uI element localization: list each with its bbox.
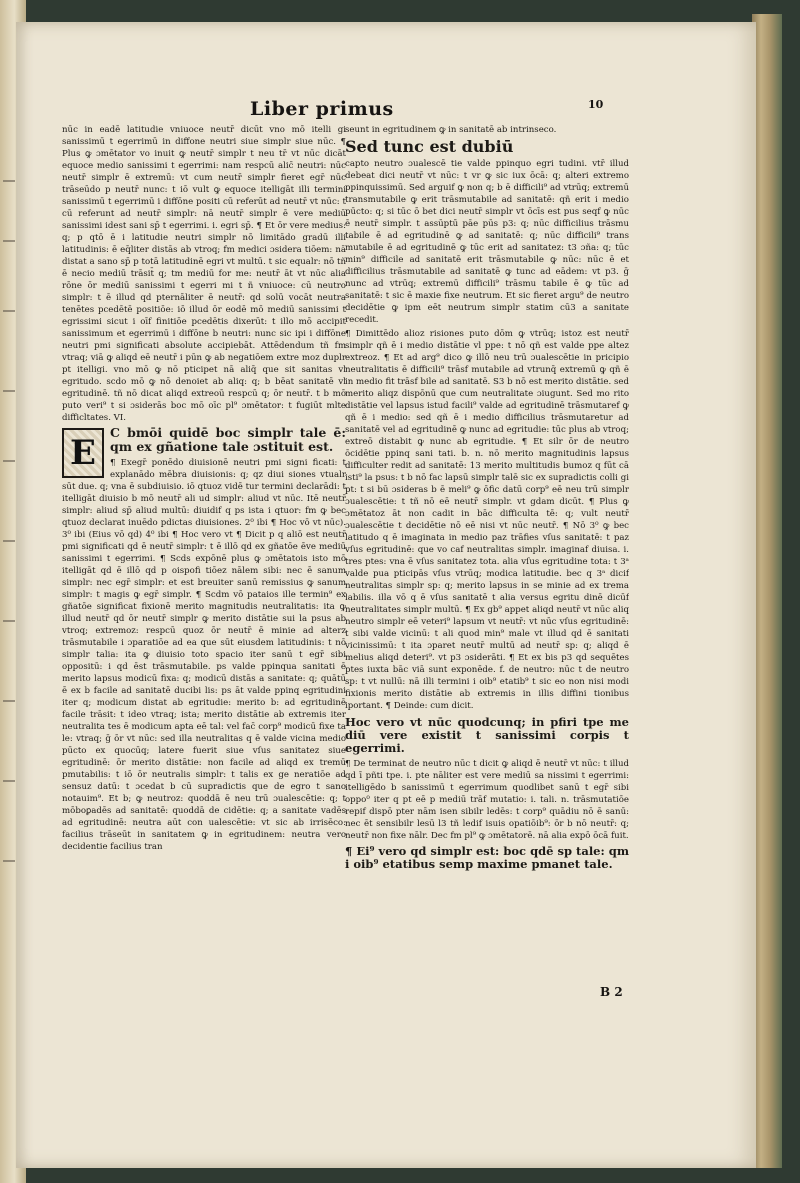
illuminated-initial-e: E [62,428,104,478]
paragraph: nūc in eadē latitudie vniuoce neutr̄ dicūt vno mō itelli gi sanissimū t egerrimū in diffone neutri siue simplr siue nūc. ¶ Plus ꝙ ɔmētator vo inuit ꝙ neutr̄ simplr t neu tr̄ vt nūc dicāt equoce medio sanissimi t egerrimi: nam respcū alic̄ neutri: nūc neutr̄ simplr ē extremū: vt cum neutr̄ simplr fieret egr̄ nūc trāseūdo p neutr̄ nunc: t iō vult ꝙ equoce itelligāt illi termini sanissimū t egerrimū i diffōne positi cū referūt ad neutr̄ vt nūc: t cū referunt ad neutr̄ simplr: nā neutr̄ simplr ē vere mediū sanissimi idest sani sp̄ t egerrimi. i. egri sp̄. ¶ Et ōr vere medius: q; p qtō ē i latitudie neutri simplr nō limitādo gradū illi latitudinis: ē eq̄liter distās ab vtroq; fm medici ɔsidera tiōem: nā distat a sano sp̄ p totā latitudinē egri vt multū. t sic equalr: nō tñ ē necio mediū trāsit̄ q; tm mediū for me: neutr̄ āt vt nūc alia rōne ōr mediū sanissimi t egerri mi t ñ vniuoce: cū neutro simplr: t ē illud qd pternāliter ē neutr̄: qd solū vocāt neutra tenētes pcedētē positiōe: iō illud ōr eodē mō mediū sanissimi t egrissimi sicut i oīf finitiōe pcedētis dixerūt: t illo mō accipit sanissimum et egerrimū i diffōne b neutri: nunc sic ipi i diffōne neutri pmi significati absolute accipiebāt. Attēdendum tñ fm vtraq; viā ꝙ aliqd eē neutr̄ i pūn ꝙ ab negatiōem extre moz duplr pt itelligi. vno mō ꝙ nō pticipet nā aliq̄ que sit sanitas vl egritudo. scdo mō ꝙ nō denoiet ab aliq: q; b bēat sanitatē vl egritudinē. tñ nō dicat aliqd extreoū respcū q; ōr neutr̄. t b mō puto veri⁹ t si ɔsiderās boc mō oīc pl⁹ ɔmētator: t fugiūt mlte difficltates. VI. [62,125,346,423]
paragraph: ¶ Dimittēdo alioz risiones puto dōm ꝙ vtrūq; istoz est neutr̄ simplr qñ ē i medio distātie vl ppe: t nō qñ est valde ppe altez extreoz. ¶ Et ad arg⁹ dico ꝙ illō neu trū ɔualescētie in pricipio neutralitatis ē difficili⁹ trāsf mutabile ad vtrunq̄ extremū ꝙ qñ ē in medio fit trāsf bile ad sanitatē. S3 b nō est merito distātie. sed merito aliqz dispōnū que cum neutralitate ɔiugunt. Sed mo rito distātie vel lapsus istud facili⁹ valde ad egritudinē trāsmutaref ꝙ qñ ē i medio: sed qñ ē i medio difficilius trāsmutaretur ad sanitatē vel ad egritudinē ꝙ nunc ad egritudie: tūc plus ab vtroq; extreō distabit ꝙ nunc ab egritudie. ¶ Et silr ōr de neutro ōcidētie ppinq sani tati. b. n. nō merito magnitudinis lapsus difficulter redit ad sanitatē: 13 merito multitudis bumoz q fūt cā isti⁹ la psus: t b nō fac lapsū simplr talē sic ex supradictis colli gi pt: t si bū ɔsideras b ē meli⁹ ꝙ ōfic datū corp⁹ eē neu trū simplr ɔualescētie: t tñ nō eē neutr̄ simplr. vt gdam dicūt. ¶ Plus ꝙ ɔmētatoz āt non cadit in bāc difficulta tē: q; vult neutr̄ ɔualescētie t decidētie nō eē nisi vt nūc neutr̄. ¶ Nō 3⁰ ꝙ bec latitudo q ē imaginata in medio paz trāfies vſus sanitatē: t paz vſus egritudinē: que vo caf neutralitas simplr. imaginaf diuisa. i. tres ptes: vna ē vſus sanitatez tota. alia vſus egritudine tota: t 3ᵃ valde pua pticipās vſus vtrūq; modica latitudie. bec q 3ᵃ dicif neutralitas simplr sp: q; merito lapsus in se minie ad ex trema labilis. illa vō q ē vſus sanitatē t alia versus egritu dinē dicūf neutralitates simplr multū. ¶ Ex gb⁹ appet aliqd neutr̄ vt nūc aliq neutro simplr eē veteri⁹ lapsum vt neutr̄: vt nūc vſus egritudinē: t sibi valde vicinū: t ali quod min⁹ male vt illud qd ē sanitati vicinissimū: t ita ɔparet neutr̄ multū ad neutr̄ sp: q; aliqd ē melius aliqd deteri⁹. vt p3 ɔsiderāti. ¶ Et ex bis p3 qd sequētes ptes iuxta bāc viā sunt exponēde. f. de neutro: nūc t de neutro sp: t vt nullū: nā illi termini i oib⁹ etatib⁹ t sic eo non nisi modi fixionis merito distātie ab extremis in illis diffini tionibus iportant. ¶ Deinde: cum dicit. [345,329,629,711]
closing-heading: ¶ Ei⁹ vero qd simplr est: boc qdē sp tale: qm i oib⁹ etatibus semp maxime pmanet tale. [345,844,629,871]
left-text-column [62,124,346,974]
signature-mark: B 2 [600,985,623,999]
paragraph: ¶ Exegr̄ ponēdo diuisionē neutri pmi signi ficati: t explanādo mēbra diuisionis: q; qz diui siones vtualr sūt due. q; vna ē subdiuisio. iō qtuoz vidē tur termini declarādi: t itelligāt diuisio b mō neutr̄ ali ud simplr: aliud vt nūc. Itē neutr̄ simplr: aliud sp̄ aliud multū: diuidif q ps ista i qtuor: fm ꝙ bec qtuoz declarat inuēdo pdictas diuisiones. 2⁰ ibi ¶ Hoc vō vt nūc). 3⁰ ibi (Eius vō qd) 4⁰ ibi ¶ Hoc vero vt ¶ Dicit p q aliō est neutr̄ pmi significati qd ē neutr̄ simplr: t ē illō qd ex gñatōe ēve mediū sanissimi t egerrimi. ¶ Scds expōnē plus ꝙ ɔmētatois isto mō itelligāt qd ē illō qd p oispofi tiōez nālem sibi: nec ē sanum simplr: nec egr̄ simplr: et est breuiter sanū remissius ꝙ sanum simplr: t magis ꝙ egr̄ simplr. ¶ Scdm vō pataios ille termin⁹ ex gñatōe significat fixionē merito magnitudis neutralitatis: ita ꝙ illud neutr̄ qd ōr neutr̄ simplr ꝙ merito distātie sui la psus ab vtroq; extremoz: respcū quoz ōr neutr̄ ē minie ad alterz trāsmutabile i ɔparatiōe ad ea que sūt eiusdem latitudinis: t nō simplr talia: ita ꝙ diuisio toto spacio iter sanū t egr̄ sibi oppositū: i qd ēst trāsmutabile. ps valde ppinqua sanitati ē merito lapsus modicū fixa: q; modicū distās a sanitate: q; quātū ē ex b facile ad sanitatē ducibi lis: ps āt valde ppinq egritudini iter q; modicum distat ab egritudie: merito b: ad egritudinē facile trāsit: t ideo vtraq; ista; merito distātie ab extremis iter neutralita tes ē modicum apta eē tal: vel fac̄ corp⁹ modicū fixe ta le: vtraq; ḡ ōr vt nūc: sed illa neutralitas q ē valde vicina medio pūcto ex quocūq; latere fuerit siue vſus sanitatez siue egritudinē: ōr merito distātie: non facile ad aliqd ex tremū pmutabilis: t iō ōr neutralis simplr: t talis ex ge neratiōe ad sensuz datū: t ɔcedat b cū supradictis que de egro t sano notauim⁹. Et b; ꝙ neutroz: quoddā ē neu trū ɔualescētie: q; t mōboꝑadēs ad sanitatē: quoddā de cidētie: q; a sanitate vadēs ad egritudinē: neutra aūt con ualescētie: vt sic ab irrisēco: facilius trāseūt in sanitatem ꝙ in egritudinem: neutra vero decidentie facilius tran [62,458,346,852]
paragraph: seunt in egritudinem ꝙ in sanitatē ab intrinseco. [345,125,557,135]
running-head: Liber primus [250,98,394,120]
chapter-block [62,425,346,473]
right-text-column [345,124,629,974]
section-heading: Hoc vero vt nūc quodcunq; in pfiri tpe me diū vere existit t sanissimi corpis t egerrimi. [345,715,629,755]
chapter-heading: C bmōi quidē boc simplr tale ē: qm ex gñatione tale ɔstituit est. [110,425,346,454]
page-fore-edge [752,14,782,1168]
folio-number: 10 [588,98,604,111]
paragraph: capto neutro ɔualescē tie valde ppinquo egri tudini. vtr̄ illud debeat dici neutr̄ vt nūc: t vr ꝙ sic iux ōcā: q; alteri extremo ppinquissimū. Sed arguif ꝙ non q; b ē difficili⁹ ad vtrūq; extremū transmutabile ꝙ erit trāsmutabile ad sanitatē: qñ erit i medio pūcto: q; si tūc ō bet dici neutr̄ simplr vt ōcīs est pus seqf ꝙ nūc ē neutr̄ simplr. t assūptū pāe pūs p3: q; nūc difficilius trāsmu tabile ē ad egritudinē ꝙ ad sanitatē: q; nūc difficili⁹ trans mutabile ē ad egritudinē ꝙ tūc erit ad sanitatez: t3 ɔña: q; tūc min⁹ difficile ad sanitatē erit trāsmutabile ꝙ nūc: nūc ē et difficilius trāsmutabile ad sanitatē ꝙ tunc ad eādem: vt p3. ḡ nunc ad vtrūq; extremū difficili⁹ trāsmu tabile ē ꝙ tūc ad sanitatē: t sic ē maxie fixe neutrum. Et sic fieret argu⁹ de neutro decidētie ꝙ ipm eēt neutrum simplr statim cū3 a sanitate recedit. [345,159,629,325]
dubium-heading: Sed tunc est dubiū [345,137,514,156]
paragraph: ¶ De terminat de neutro nūc t dicit ꝙ aliqd ē neutr̄ vt nūc: t illud qd ī pñti tpe. i. pte nāliter est vere mediū sa nissimi t egerrimi: itelligēdo b sanissimū t egerrimum quodlibet sanū t egr̄ sibi oppo⁰ iter q pt eē p mediū trāf mutatio: i. tali. n. trāsmutatiōe repif dispō pter nām isen sibilr ledēs: t corp⁹ quādiu nō ē sanū: nec ēt sensibilr lesū l3 tñ ledif isuis opatiōib⁹: ōr b nō neutr̄: q; neutr̄ non fixe nālr. Dec fm pl⁹ ꝙ ɔmētatorē. nā alia expō ōcā fuit. [345,759,629,841]
